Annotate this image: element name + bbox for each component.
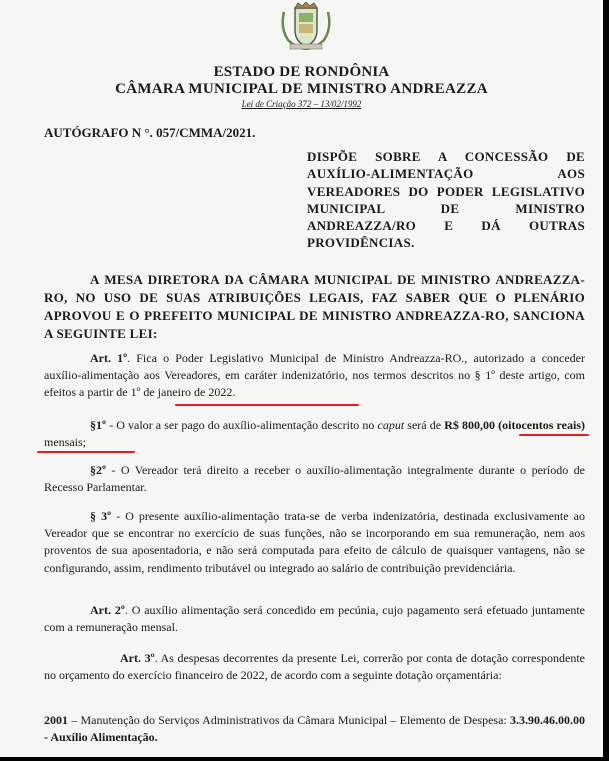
municipal-coat-of-arms-icon <box>278 2 334 50</box>
article-1: Art. 1º. Fica o Poder Legislativo Municipal de Ministro Andreazza-RO., autorizado a conceder auxílio-alimentação aos Vereadores, em caráter indenizatório, nos termos descritos no § 1º deste artigo, com efeitos a partir de 1º de janeiro de 2022. <box>44 351 585 400</box>
allowance-value-words: (oitocentos reais) <box>498 418 585 432</box>
autografo-number: AUTÓGRAFO N °. 057/CMMA/2021. <box>44 125 256 140</box>
ementa: DISPÕE SOBRE A CONCESSÃO DE AUXÍLIO-ALIMENTAÇÃO AOS VEREADORES DO PODER LEGISLATIVO MUNICIPAL DE MINISTRO ANDREAZZA/RO E DÁ OUTRAS PROVIDÊNCIAS. <box>307 149 585 251</box>
paragraph-2-label: §2º <box>90 463 106 477</box>
chamber-heading: CÂMARA MUNICIPAL DE MINISTRO ANDREAZZA <box>115 81 488 97</box>
paragraph-3: § 3º - O presente auxílio-alimentação trata-se de verba indenizatória, destinada exclusivamente ao Vereador que se encontrar no exercício de suas funções, não se incorporando em sua remuneração, nem aos proventos de sua aposentadoria, e não será computada para efeito de cálculo de quaisquer vantagens, não se configurando, assim, rendimento tributável ou integrado ao salário de contribuição previdenciária. <box>44 509 585 575</box>
budget-allocation: 2001 – Manutenção do Serviços Administrativos da Câmara Municipal – Elemento de Despesa: 3.3.90.46.00.00 - Auxílio Alimentação. <box>44 713 586 745</box>
paragraph-2: §2º - O Vereador terá direito a receber o auxílio-alimentação integralmente durante o período de Recesso Parlamentar. <box>44 463 585 495</box>
article-3-label: Art. 3º <box>120 651 155 665</box>
preamble: A MESA DIRETORA DA CÂMARA MUNICIPAL DE MINISTRO ANDREAZZA-RO, NO USO DE SUAS ATRIBUIÇÕES LEGAIS, FAZ SABER QUE O PLENÁRIO APROVOU E O PREFEITO MUNICIPAL DE MINISTRO ANDREAZZA-RO, SANCIONA A SEGUINTE LEI: <box>44 272 585 341</box>
article-3: Art. 3º. As despesas decorrentes da presente Lei, correrão por conta de dotação correspondente no orçamento do exercício financeiro de 2022, de acordo com a seguinte dotação orçamentária: <box>44 651 585 683</box>
allowance-value: R$ 800,00 <box>444 418 495 432</box>
paragraph-1-label: §1º <box>90 418 106 432</box>
highlight-underline-value <box>519 434 589 436</box>
expense-element: 3.3.90.46.00.00 - Auxílio Alimentação. <box>44 713 586 745</box>
paragraph-1: §1º - O valor a ser pago do auxílio-alimentação descrito no caput será de R$ 800,00 (oitocentos reais) mensais; <box>44 418 585 450</box>
article-2: Art. 2º. O auxílio alimentação será concedido em pecúnia, cujo pagamento será efetuado juntamente com a remuneração mensal. <box>44 603 586 635</box>
state-heading: ESTADO DE RONDÔNIA <box>213 64 390 80</box>
highlight-underline-date <box>175 404 359 406</box>
article-2-label: Art. 2º <box>90 603 125 617</box>
article-1-label: Art. 1º <box>90 351 128 365</box>
paragraph-3-label: § 3º <box>90 509 112 523</box>
highlight-underline-value-words <box>37 451 135 453</box>
creation-law: Lei de Criação 372 – 13/02/1992 <box>241 99 362 109</box>
budget-code: 2001 <box>44 713 68 727</box>
